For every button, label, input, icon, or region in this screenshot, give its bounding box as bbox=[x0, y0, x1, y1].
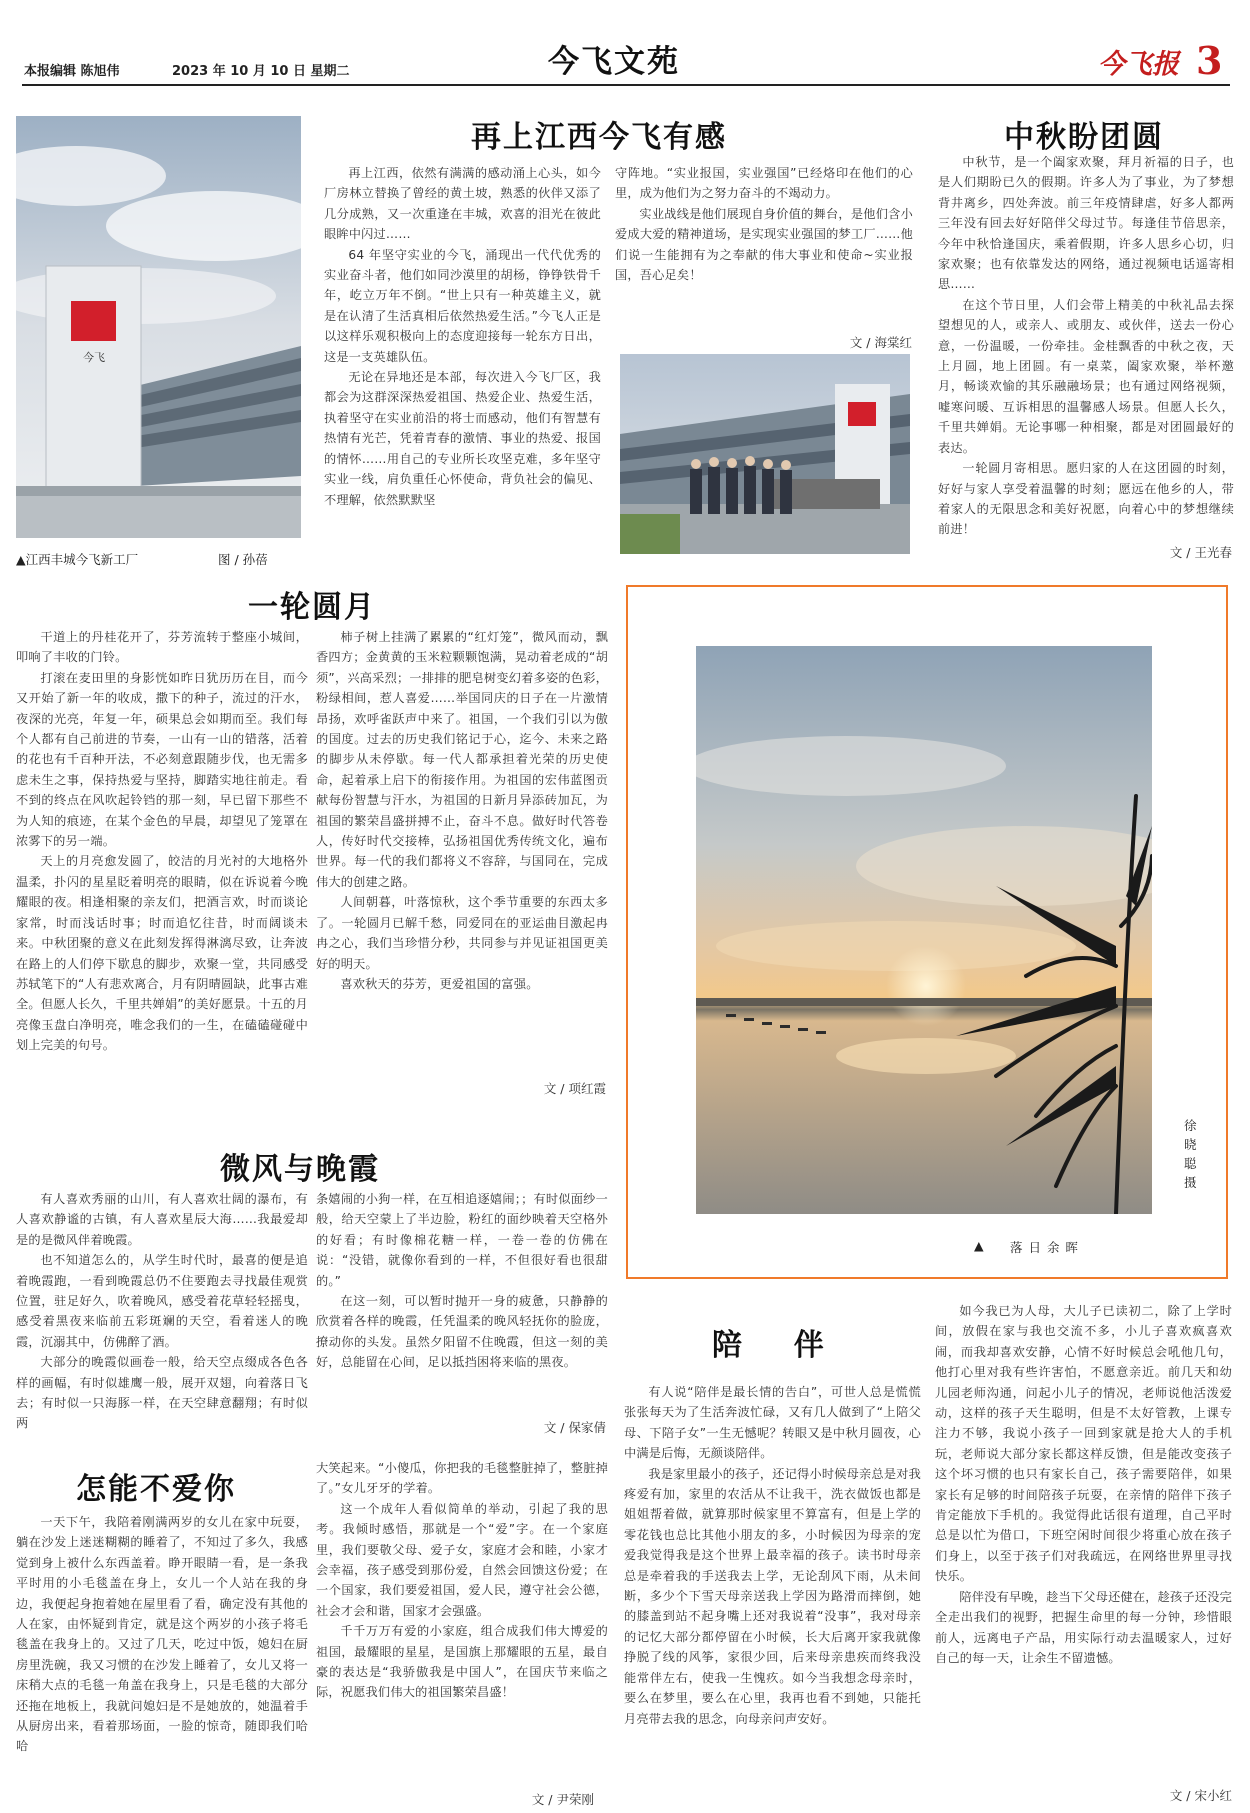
article-moon-col1 bbox=[16, 627, 308, 1056]
feature-photo-marker: ▲ bbox=[974, 1238, 984, 1253]
article-title-breeze: 微风与晚霞 bbox=[220, 1152, 380, 1187]
byline-breeze: 文 / 保家倩 bbox=[543, 1420, 606, 1435]
paragraph: 实业战线是他们展现自身价值的舞台，是他们含小爱成大爱的精神道场，是实现实业强国的梦工厂……他们说一生能拥有为之奉献的伟大事业和使命~实业报国，吾心足矣！ bbox=[615, 206, 913, 283]
article-breeze-col1 bbox=[16, 1189, 308, 1434]
paragraph: 再上江西，依然有满满的感动涌上心头，如今厂房林立替换了曾经的黄土坡，熟悉的伙伴又添了几分成熟，又一次重逢在丰城，欢喜的泪光在彼此眼眸中闪过…… bbox=[324, 166, 601, 242]
byline-jiangxi: 文 / 海棠红 bbox=[849, 335, 912, 350]
header-date: 2023 年 10 月 10 日 星期二 bbox=[172, 64, 350, 79]
paragraph: 人间朝暮，叶落惊秋，这个季节重要的东西太多了。一轮圆月已解千愁，同爱同在的亚运曲目激起冉冉之心，我们当珍惜分秒，共同参与并见证祖国更美好的明天。 bbox=[316, 895, 608, 971]
section-title: 今飞文苑 bbox=[548, 44, 680, 80]
paragraph: 天上的月亮愈发圆了，皎洁的月光衬的大地格外温柔，扑闪的星星眨着明亮的眼睛，似在诉说着今晚耀眼的夜。相逢相聚的亲友们，把酒言欢，时而谈论家常，时而浅话时事；时而追忆往昔，时而阔谈未来。中秋团聚的意义在此刻发挥得淋漓尽致，让奔波在路上的人们停下歇息的脚步，欢聚一堂，共同感受苏轼笔下的“人有悲欢离合，月有阴晴圆缺，此事古难全。但愿人长久，千里共婵娟”的美好愿景。十五的月亮像玉盘白净明亮，唯念我们的一生，在磕磕碰碰中划上完美的句号。 bbox=[16, 854, 308, 1053]
paragraph: 我是家里最小的孩子，还记得小时候母亲总是对我疼爱有加，家里的农活从不让我干，洗衣做饭也都是姐姐帮着做，就算那时候家里不算富有，但是上学的零花钱也总比其他小朋友的多，小时候因为母亲的宠爱我觉得我是这个世界上最幸福的孩子。读书时母亲总是牵着我的手送我去上学，无论刮风下雨，从未间断，多少个下雪天母亲送我上学因为路滑而摔倒，她的膝盖到站不起身嘴上还对我说着“没事”，我对母亲的记忆大部分都停留在小时候，长大后离开家我就像挣脱了线的风筝，家很少回，后来母亲患疾而终我没能常伴左右，使我一生愧疚。如今当我想念母亲时，要么在梦里，要么在心里，我再也看不到她，只能托月亮带去我的思念，向母亲问声安好。 bbox=[624, 1466, 921, 1726]
article-love-col2 bbox=[316, 1458, 608, 1703]
article-title-moon: 一轮圆月 bbox=[248, 590, 376, 625]
byline-love: 文 / 尹荣刚 bbox=[531, 1792, 594, 1807]
paragraph: 有人说“陪伴是最长情的告白”，可世人总是慌慌张张每天为了生活奔波忙碌，又有几人做到了“上陪父母、下陪子女”一生无憾呢？转眼又是中秋月圆夜，心中满是后悔，无颜谈陪伴。 bbox=[624, 1385, 921, 1461]
article-moon-col2 bbox=[316, 627, 608, 994]
paragraph: 干道上的丹桂花开了，芬芳流转于整座小城间，叩响了丰收的门铃。 bbox=[16, 630, 308, 665]
byline-companionship: 文 / 宋小红 bbox=[1169, 1788, 1232, 1803]
article-love-col1 bbox=[16, 1512, 308, 1757]
photo-caption-factory: ▲江西丰城今飞新工厂 bbox=[16, 552, 139, 567]
paragraph: 守阵地。“实业报国，实业强国”已经烙印在他们的心里，成为他们为之努力奋斗的不竭动力。 bbox=[615, 166, 913, 201]
paragraph: 条嬉闹的小狗一样，在互相追逐嬉闹；；有时似面纱一般，给天空蒙上了半边脸，粉红的面纱映着天空格外的好看；有时像棉花糖一样，一卷一卷的仿佛在说：“没错，就像你看到的一样，不但很好看也很甜的。” bbox=[316, 1192, 608, 1288]
sunset-photo bbox=[696, 646, 1152, 1214]
article-title-jiangxi: 再上江西今飞有感 bbox=[471, 120, 727, 155]
paragraph: 在这一刻，可以暂时抛开一身的疲惫，只静静的欣赏着各样的晚霞，任凭温柔的晚风轻抚你的脸庞，撩动你的头发。虽然夕阳留不住晚霞，但这一刻的美好，总能留在心间，足以抵挡困将来临的黑夜。 bbox=[316, 1294, 608, 1370]
paragraph: 一轮圆月寄相思。愿归家的人在这团圆的时刻，好好与家人享受着温馨的时刻；愿远在他乡的人，带着家人的无限思念和美好祝愿，向着心中的梦想继续前进！ bbox=[938, 461, 1234, 537]
paragraph: 柿子树上挂满了累累的“红灯笼”，微风而动，飘香四方；金黄黄的玉米粒颗颗饱满，晃动着老成的“胡须”，兴高采烈；一排排的肥皂树变幻着多姿的色彩，粉绿相间，惹人喜爱……举国同庆的日子在一片激情昂扬，欢呼雀跃声中来了。祖国，一个我们引以为傲的国度。过去的历史我们铭记于心，迄今、未来之路的脚步从未停歇。每一代人都承担着光荣的历史使命，起着承上启下的衔接作用。为祖国的宏伟蓝图贡献每份智慧与汗水，为祖国的日新月异添砖加瓦，为祖国的繁荣昌盛拼搏不止，奋斗不息。做好时代答卷人，传好时代交接棒，弘扬祖国优秀传统文化，遍布世界。每一代的我们都将义不容辞，与国同在，完成伟大的创建之路。 bbox=[316, 630, 608, 889]
paragraph: 这一个成年人看似简单的举动，引起了我的思考。我倾时感悟，那就是一个“爱”字。在一个家庭里，我们要敬父母、爱子女，家庭才会和睦，小家才会幸福，孩子感受到那份爱，自然会回馈这份爱；在一个国家，我们要爱祖国，爱人民，遵守社会公德，社会才会和谐，国家才会强盛。 bbox=[316, 1501, 608, 1618]
paper-logo: 今飞报 bbox=[1098, 49, 1179, 80]
team-photo bbox=[620, 354, 910, 554]
paragraph: 喜欢秋天的芬芳，更爱祖国的富强。 bbox=[340, 976, 539, 991]
page-number: 3 bbox=[1196, 38, 1223, 83]
article-title-love: 怎能不爱你 bbox=[76, 1472, 236, 1507]
paragraph: 打滚在麦田里的身影恍如昨日犹历历在目，而今又开始了新一年的收成，撒下的种子，流过的汗水，夜深的光亮，年复一年，硕果总会如期而至。我们每个人都有自己前进的节奏，一山有一山的错落，活着的花也有千百种开法，不必刻意跟随步伐，也无需多虑未生之事，保持热爱与坚持，脚踏实地往前走。看不到的终点在风吹起铃铛的那一刻，早已留下那些不为人知的痕迹，在某个金色的早晨，却望见了笼罩在浓雾下的另一端。 bbox=[16, 670, 308, 849]
byline-moon: 文 / 项红霞 bbox=[543, 1081, 606, 1096]
paragraph: 在这个节日里，人们会带上精美的中秋礼品去探望想见的人，或亲人、或朋友、或伙伴，送去一份心意，一份温暖，一份牵挂。金桂飘香的中秋之夜，天上月圆，地上团圆。有一桌菜，阖家欢聚，举杯邀月，畅谈欢愉的其乐融融场景；也有通过网络视频，嘘寒问暖、互诉相思的温馨感人场景。但愿人长久，千里共婵娟。无论事哪一种相聚，都是对团圆最好的表达。 bbox=[938, 297, 1234, 455]
paragraph: 64 年坚守实业的今飞，涌现出一代代优秀的实业奋斗者，他们如同沙漠里的胡杨，铮铮铁骨千年，屹立万年不倒。“世上只有一种英雄主义，就是在认清了生活真相后依然热爱生活。”今飞人正是以这样乐观积极向上的态度迎接每一轮东方日出，这是一支英雄队伍。 bbox=[324, 247, 601, 364]
byline-midautumn: 文 / 王光春 bbox=[1169, 545, 1232, 560]
paragraph: 有人喜欢秀丽的山川，有人喜欢壮阔的瀑布，有人喜欢静谧的古镇，有人喜欢星辰大海……我最爱却是的是微风伴着晚霞。 bbox=[16, 1192, 308, 1247]
paragraph: 无论在异地还是本部，每次进入今飞厂区，我都会为这群深深热爱祖国、热爱企业、热爱生活，执着坚守在实业前沿的将士而感动，他们有智慧有热情有光芒，凭着青春的激情、事业的热爱、报国的情怀……用自己的专业所长攻坚克难，多年坚守实业一线，肩负重任心怀使命，背负社会的偏见、不理解，依然默默坚 bbox=[324, 370, 601, 507]
article-jiangxi-col2 bbox=[615, 163, 913, 285]
feature-photo-caption: 落 日 余 晖 bbox=[1010, 1240, 1079, 1255]
paragraph: 中秋节，是一个阖家欢聚，拜月祈福的日子，也是人们期盼已久的假期。许多人为了事业，为了梦想背井离乡，四处奔波。前三年疫情肆虐，好多人都两三年没有回去好好陪伴父母过节。每逢佳节倍思亲，今年中秋恰逢国庆，乘着假期，许多人思乡心切，归家欢聚；也有依靠发达的网络，通过视频电话遥寄相思…… bbox=[938, 155, 1234, 292]
photo-credit-factory: 图 / 孙蓓 bbox=[218, 552, 268, 567]
photographer-credit: 徐晓聪摄 bbox=[1184, 1118, 1197, 1190]
paragraph: 一天下午，我陪着刚满两岁的女儿在家中玩耍，躺在沙发上迷迷糊糊的睡着了，不知过了多久，我感觉到身上被什么东西盖着。睁开眼睛一看，是一条我平时用的小毛毯盖在身上，女儿一个人站在我的身边，我便起身抱着她在屋里看了看，确定没有其他的人在家，由怀疑到肯定，就是这个两岁的小孩子将毛毯盖在我身上的。又过了几天，吃过中饭，媳妇在厨房里洗碗，我又习惯的在沙发上睡着了，女儿又将一床稍大点的毛毯一角盖在我身上，只是毛毯的大部分还拖在地板上，我就问媳妇是不是她放的，她温着手从厨房出来，看着那场面，一脸的惊奇，随即我们哈哈 bbox=[16, 1515, 308, 1754]
paragraph: 也不知道怎么的，从学生时代时，最喜的便是追着晚霞跑，一看到晚霞总仍不住要跑去寻找最佳观赏位置，驻足好久，吹着晚风，感受着花草轻轻摇曳，感受着黑夜来临前五彩斑斓的天空，看着迷人的晚霞，沉溺其中，仿佛醉了酒。 bbox=[16, 1253, 308, 1349]
paragraph: 陪伴没有早晚，趁当下父母还健在，趁孩子还没完全走出我们的视野，把握生命里的每一分钟，珍惜眼前人，远离电子产品，用实际行动去温暖家人，过好自己的每一天，让余生不留遗憾。 bbox=[935, 1589, 1232, 1665]
article-jiangxi-col1 bbox=[324, 163, 601, 510]
article-title-midautumn: 中秋盼团圆 bbox=[1004, 120, 1164, 155]
article-breeze-col2 bbox=[316, 1189, 608, 1373]
paragraph: 千千万万有爱的小家庭，组合成我们伟大博爱的祖国，最耀眼的星星，是国旗上那耀眼的五星，最自豪的表达是“我骄傲我是中国人”，在国庆节来临之际，祝愿我们伟大的祖国繁荣昌盛！ bbox=[316, 1624, 608, 1700]
article-midautumn-body bbox=[938, 152, 1234, 540]
article-companionship-col1 bbox=[624, 1382, 921, 1729]
factory-photo-1 bbox=[16, 116, 301, 538]
paragraph: 如今我已为人母，大儿子已读初二，除了上学时间，放假在家与我也交流不多，小儿子喜欢疯喜欢闹，而我却喜欢安静，心情不好时候总会吼他几句，他打心里对我有些许害怕，不愿意亲近。前几天和幼儿园老师沟通，问起小儿子的情况，老师说他活泼爱动，这样的孩子天生聪明，但是不太好管教，上课专注力不够，我说小孩子一回到家就是抢大人的手机玩，老师说大部分家长都这样反馈，但是能改变孩子这个坏习惯的也只有家长自己，孩子需要陪伴，如果家长有足够的时间陪孩子玩耍，在亲情的陪伴下孩子肯定能放下手机的。我觉得此话很有道理，自己平时总是以忙为借口，下班空闲时间很少将重心放在孩子们身上，以至于孩子们对我疏远，在网络世界里寻找快乐。 bbox=[935, 1304, 1232, 1584]
article-companionship-col2 bbox=[935, 1301, 1232, 1668]
header-editor: 本报编辑 陈旭伟 bbox=[24, 64, 120, 79]
header-rule bbox=[22, 84, 1230, 86]
paragraph: 大笑起来。“小傻瓜，你把我的毛毯整脏掉了，整脏掉了。”女儿牙牙的学着。 bbox=[316, 1461, 608, 1496]
svg-text:今飞: 今飞 bbox=[83, 351, 105, 364]
paragraph: 大部分的晚霞似画卷一般，给天空点缀成各色各样的画幅，有时似雄鹰一般，展开双翅，向着落日飞去；有时似一只海豚一样，在天空肆意翻翔；有时似两 bbox=[16, 1355, 308, 1431]
article-title-companionship: 陪 伴 bbox=[712, 1328, 826, 1363]
